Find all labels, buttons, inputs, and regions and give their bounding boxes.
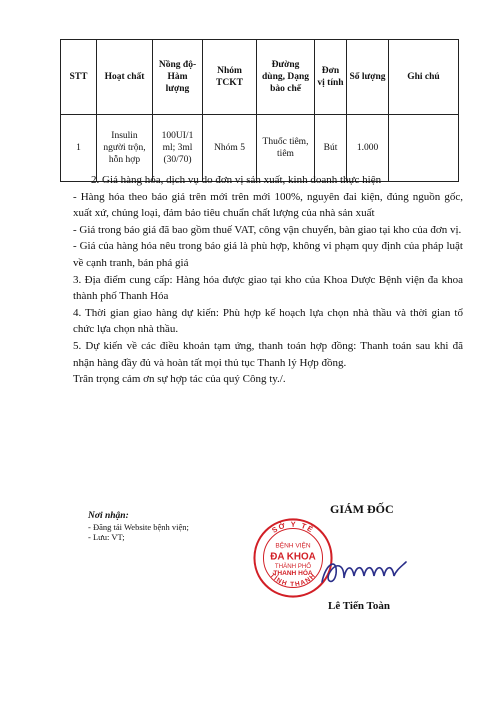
header-stt: STT bbox=[61, 40, 97, 115]
header-so-luong: Số lượng bbox=[347, 40, 389, 115]
svg-text:THÀNH PHỐ: THÀNH PHỐ bbox=[274, 562, 312, 570]
cell-don-vi: Bút bbox=[315, 115, 347, 182]
header-ghi-chu: Ghi chú bbox=[389, 40, 459, 115]
recipient-line: - Lưu: VT; bbox=[88, 532, 125, 542]
signature-scribble-icon bbox=[318, 552, 410, 592]
header-nong-do: Nồng độ-Hàm lượng bbox=[153, 40, 203, 115]
item-4: 4. Thời gian giao hàng dự kiến: Phù hợp kế hoạch lựa chọn nhà thầu và thời gian tổ chức lựa chọn nhà thầu. bbox=[73, 306, 463, 336]
body-text bbox=[73, 172, 463, 388]
cell-hoat-chat: Insulin người trộn, hỗn hợp bbox=[97, 115, 153, 182]
director-title: GIÁM ĐỐC bbox=[330, 502, 394, 516]
header-nhom: Nhóm TCKT bbox=[203, 40, 257, 115]
svg-text:ĐA KHOA: ĐA KHOA bbox=[270, 551, 316, 563]
svg-text:BỆNH VIỆN: BỆNH VIỆN bbox=[275, 542, 311, 550]
closing-line: Trân trọng cảm ơn sự hợp tác của quý Công ty./. bbox=[73, 373, 286, 386]
header-hoat-chat: Hoạt chất bbox=[97, 40, 153, 115]
svg-text:THANH HÓA: THANH HÓA bbox=[273, 570, 313, 578]
header-don-vi: Đơn vị tính bbox=[315, 40, 347, 115]
director-name: Lê Tiến Toàn bbox=[328, 600, 390, 612]
item-3: 3. Địa điểm cung cấp: Hàng hóa được giao tại kho của Khoa Dược Bệnh viện đa khoa thành phố Thanh Hóa bbox=[73, 273, 463, 303]
recipients-title: Nơi nhận: bbox=[88, 511, 129, 521]
price-table bbox=[60, 39, 459, 182]
svg-text:SỞ Y TẾ: SỞ Y TẾ bbox=[270, 519, 316, 535]
item-5: 5. Dự kiến về các điều khoản tạm ứng, thanh toán hợp đồng: Thanh toán sau khi đã nhận hàng đầy đủ và hoàn tất mọi thủ tục Thanh lý Hợp đồng. bbox=[73, 339, 463, 369]
cell-nhom: Nhóm 5 bbox=[203, 115, 257, 182]
cell-nong-do: 100UI/1 ml; 3ml (30/70) bbox=[153, 115, 203, 182]
bullet-3: - Giá của hàng hóa nêu trong báo giá là phù hợp, không vi phạm quy định của pháp luật về cạnh tranh, bán phá giá bbox=[73, 240, 463, 269]
recipient-line: - Đăng tải Website bệnh viện; bbox=[88, 522, 189, 532]
table-header-row bbox=[61, 40, 459, 115]
header-duong-dung: Đường dùng, Dạng bào chế bbox=[257, 40, 315, 115]
bullet-2: - Giá trong báo giá đã bao gồm thuế VAT, công vận chuyển, bàn giao tại kho của đơn vị. bbox=[73, 223, 462, 236]
cell-so-luong: 1.000 bbox=[347, 115, 389, 182]
svg-text:TỈNH THANH: TỈNH THANH bbox=[268, 572, 318, 589]
item-2: 2. Giá hàng hóa, dịch vụ do đơn vị sản xuất, kinh doanh thực hiện bbox=[91, 174, 382, 186]
bullet-1: - Hàng hóa theo báo giá trên mới trên mới 100%, nguyên đai kiện, đúng nguồn gốc, xuất xứ, chủng loại, đảm bảo tiêu chuẩn chất lượng của nhà sản xuất bbox=[73, 190, 463, 220]
cell-stt: 1 bbox=[61, 115, 97, 182]
recipients-block bbox=[88, 510, 189, 542]
cell-duong-dung: Thuốc tiêm, tiêm bbox=[257, 115, 315, 182]
